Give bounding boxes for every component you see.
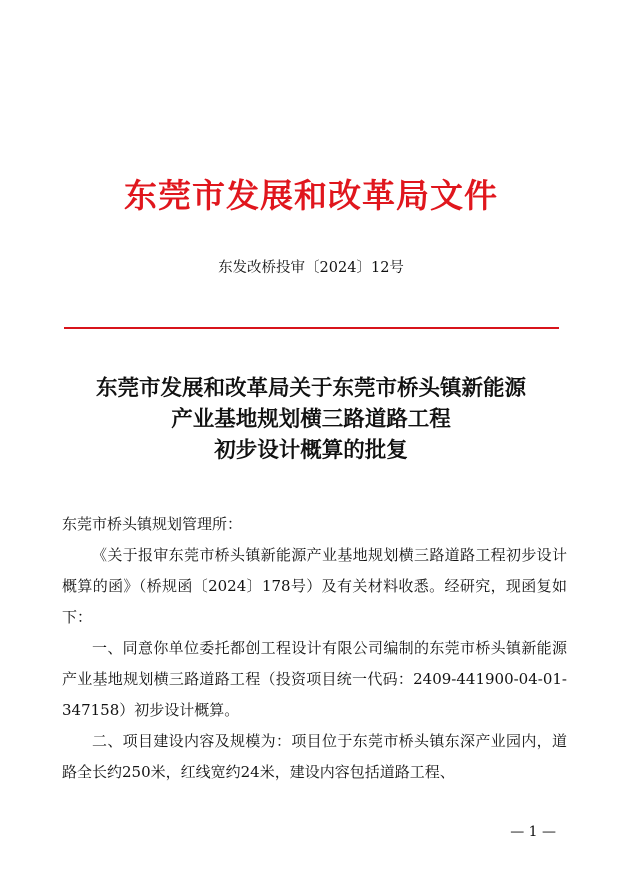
issuing-authority-header: 东莞市发展和改革局文件 (124, 176, 498, 215)
document-body (62, 509, 567, 788)
title-line-3: 初步设计概算的批复 (214, 438, 408, 463)
recipient-line: 东莞市桥头镇规划管理所： (62, 515, 243, 533)
page-number: — 1 — (510, 824, 556, 840)
paragraph-reference: 《关于报审东莞市桥头镇新能源产业基地规划横三路道路工程初步设计概算的函》（桥规函〔2024〕178号）及有关材料收悉。经研究，现函复如下： (62, 546, 567, 626)
title-line-2: 产业基地规划横三路道路工程 (171, 407, 451, 432)
red-separator-line (64, 327, 559, 329)
paragraph-item-one: 一、同意你单位委托都创工程设计有限公司编制的东莞市桥头镇新能源产业基地规划横三路道路工程（投资项目统一代码：2409-441900-04-01-347158）初步设计概算。 (62, 639, 567, 719)
document-number: 东发改桥投审〔2024〕12号 (218, 260, 404, 276)
paragraph-item-two: 二、项目建设内容及规模为：项目位于东莞市桥头镇东深产业园内，道路全长约250米，红线宽约24米，建设内容包括道路工程、 (62, 732, 567, 781)
document-title (40, 373, 582, 466)
title-line-1: 东莞市发展和改革局关于东莞市桥头镇新能源 (95, 376, 526, 401)
